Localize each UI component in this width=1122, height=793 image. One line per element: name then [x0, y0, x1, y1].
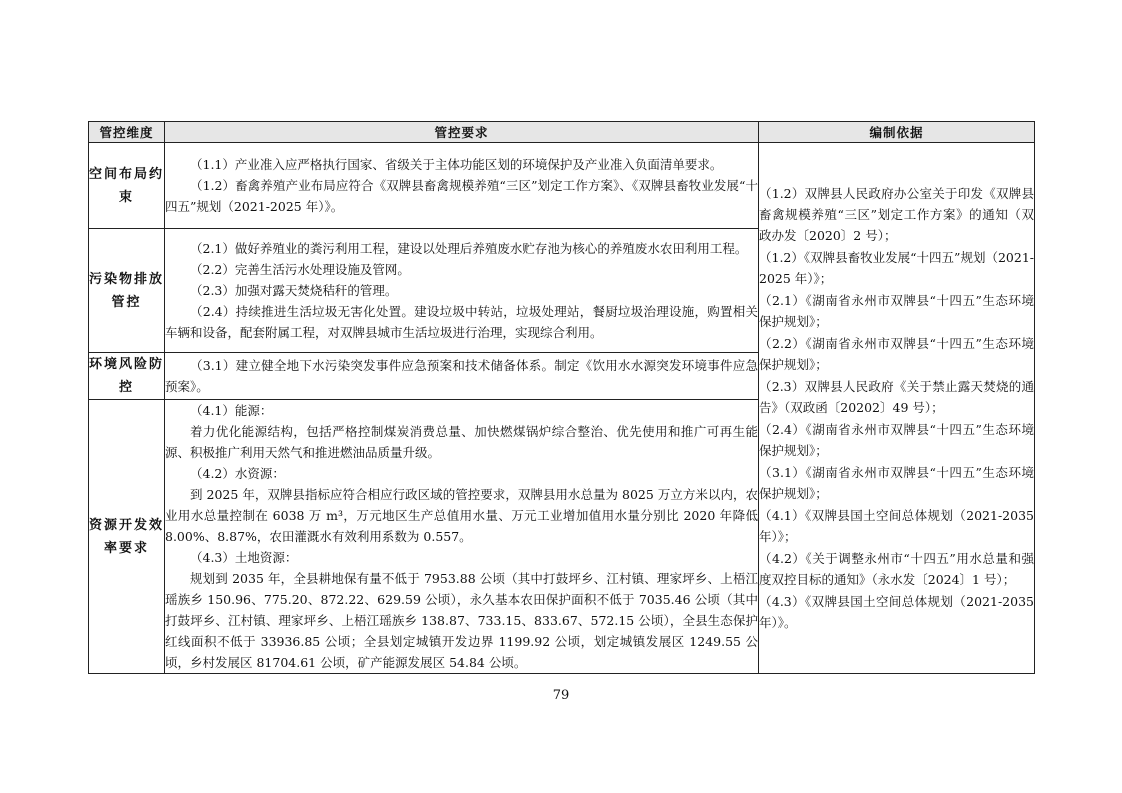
requirement-item: （4.3）土地资源：: [190, 550, 298, 565]
basis-item: （3.1）《湖南省永州市双牌县“十四五”生态环境保护规划》；: [759, 464, 1034, 501]
table-header-row: [89, 122, 1035, 143]
header-dimension: 管控维度: [89, 122, 165, 143]
requirement-item: 到 2025 年，双牌县指标应符合相应行政区域的管控要求，双牌县用水总量为 8025 万立方米以内，农业用水总量控制在 6038 万 m³，万元地区生产总值用水量、万元工业增加值用水量分别比 2020 年降低 8.00%、8.87%，农田灌溉水有效利用系数为 0.557。: [165, 487, 758, 544]
dimension-cell: 环境风险防控: [89, 353, 165, 400]
requirements-cell: [165, 143, 759, 229]
requirements-cell: [165, 400, 759, 674]
requirement-item: 着力优化能源结构，包括严格控制煤炭消费总量、加快燃煤锅炉综合整治、优先使用和推广可再生能源、积极推广利用天然气和推进燃油品质量升级。: [165, 424, 758, 460]
requirement-item: （4.2）水资源：: [190, 466, 285, 481]
requirement-item: （2.2）完善生活污水处理设施及管网。: [190, 262, 410, 277]
requirements-cell: [165, 353, 759, 400]
requirement-item: （3.1）建立健全地下水污染突发事件应急预案和技术储备体系。制定《饮用水水源突发环境事件应急预案》。: [165, 358, 758, 394]
basis-item: （2.1）《湖南省永州市双牌县“十四五”生态环境保护规划》；: [759, 292, 1034, 329]
header-requirements: 管控要求: [165, 122, 759, 143]
header-basis: 编制依据: [759, 122, 1035, 143]
basis-item: （4.2）《关于调整永州市“十四五”用水总量和强度双控目标的通知》（永水发〔2024〕1 号）；: [759, 550, 1034, 587]
basis-item: （4.1）《双牌县国土空间总体规划（2021-2035 年）》；: [759, 507, 1034, 544]
requirements-cell: [165, 229, 759, 353]
requirement-item: 规划到 2035 年，全县耕地保有量不低于 7953.88 公顷（其中打鼓坪乡、江村镇、理家坪乡、上梧江瑶族乡 150.96、775.20、872.22、629.59 公顷），永久基本农田保护面积不低于 7035.46 公顷（其中打鼓坪乡、江村镇、理家坪乡、上梧江瑶族乡 138.87、733.15、833.67、572.15 公顷），全县生态保护红线面积不低于 33936.85 公顷；全县划定城镇开发边界 1199.92 公顷，划定城镇发展区 1249.55 公顷，乡村发展区 81704.61 公顷，矿产能源发展区 54.84 公顷。: [165, 571, 758, 670]
control-requirements-table: [88, 121, 1035, 674]
table-row: [89, 143, 1035, 229]
basis-item: （2.4）《湖南省永州市双牌县“十四五”生态环境保护规划》；: [759, 421, 1034, 458]
requirement-item: （1.2）畜禽养殖产业布局应符合《双牌县畜禽规模养殖“三区”划定工作方案》、《双牌县畜牧业发展“十四五”规划（2021-2025 年）》。: [165, 178, 758, 214]
basis-item: （2.3）双牌县人民政府《关于禁止露天焚烧的通告》（双政函〔20202〕49 号）；: [759, 378, 1034, 415]
requirement-item: （1.1）产业准入应严格执行国家、省级关于主体功能区划的环境保护及产业准入负面清单要求。: [190, 157, 723, 172]
requirement-item: （2.3）加强对露天焚烧秸秆的管理。: [190, 283, 398, 298]
requirement-item: （2.4）持续推进生活垃圾无害化处置。建设垃圾中转站，垃圾处理站，餐厨垃圾治理设施，购置相关车辆和设备，配套附属工程，对双牌县城市生活垃圾进行治理，实现综合利用。: [165, 304, 758, 340]
page-number: 79: [552, 688, 570, 703]
dimension-cell: 污染物排放管控: [89, 229, 165, 353]
basis-item: （4.3）《双牌县国土空间总体规划（2021-2035 年）》。: [759, 593, 1034, 630]
basis-item: （1.2）《双牌县畜牧业发展“十四五”规划（2021-2025 年）》；: [759, 249, 1034, 286]
dimension-cell: 空间布局约束: [89, 143, 165, 229]
requirement-item: （4.1）能源：: [190, 403, 273, 418]
basis-item: （2.2）《湖南省永州市双牌县“十四五”生态环境保护规划》；: [759, 335, 1034, 372]
dimension-cell: 资源开发效率要求: [89, 400, 165, 674]
basis-cell: [759, 143, 1035, 674]
requirement-item: （2.1）做好养殖业的粪污利用工程，建设以处理后养殖废水贮存池为核心的养殖废水农田利用工程。: [190, 241, 748, 256]
basis-item: （1.2）双牌县人民政府办公室关于印发《双牌县畜禽规模养殖“三区”划定工作方案》的通知（双政办发〔2020〕2 号）；: [759, 185, 1034, 243]
